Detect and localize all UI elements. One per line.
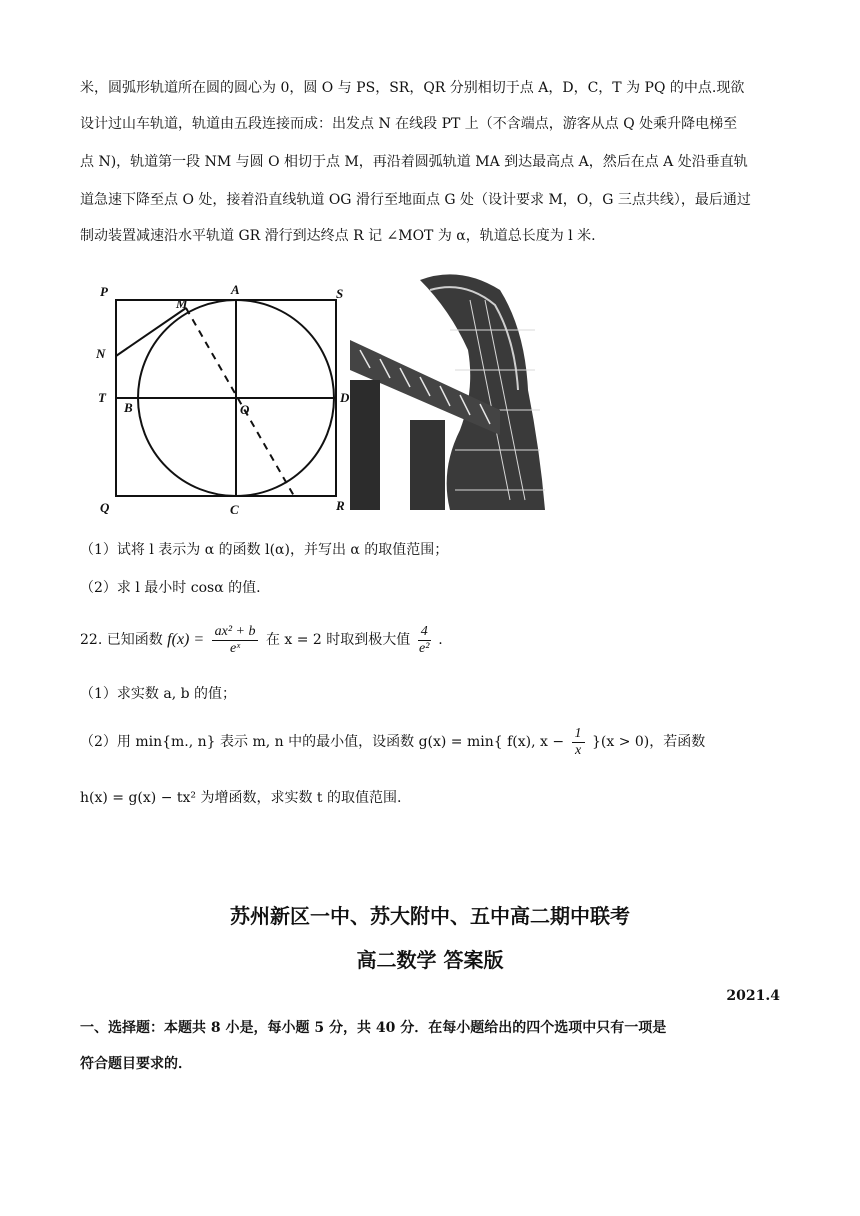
label-R: R xyxy=(336,498,345,513)
problem22-numerator: ax² + b xyxy=(212,624,259,641)
problem22-question3: h(x) = g(x) − tx² 为增函数，求实数 t 的取值范围. xyxy=(80,790,402,806)
problem22-q2-numerator: 1 xyxy=(572,726,585,743)
problem22-stem-end: . xyxy=(438,632,443,648)
problem22-q2-post: }(x > 0)，若函数 xyxy=(592,734,706,750)
problem22-q2-text: （2）用 min{m., n} 表示 m, n 中的最小值，设函数 g(x) = min{ f(x), x − xyxy=(80,734,565,750)
answer-subtitle: 高二数学 答案版 xyxy=(356,948,504,972)
section-heading-line2: 符合题目要求的． xyxy=(80,1056,192,1072)
problem22-fraction xyxy=(212,624,259,657)
label-N: N xyxy=(96,346,106,361)
problem22-fx: f(x) = xyxy=(167,631,205,648)
label-C: C xyxy=(230,502,239,516)
problem21-line1: 米，圆弧形轨道所在圆的圆心为 0，圆 O 与 PS，SR，QR 分别相切于点 A，D，C，T 为 PQ 的中点.现欲 xyxy=(80,80,745,96)
problem22-question2 xyxy=(80,724,782,764)
label-T: T xyxy=(98,390,106,405)
roller-coaster-photo xyxy=(350,270,550,515)
answer-title: 苏州新区一中、苏大附中、五中高二期中联考 xyxy=(230,904,630,928)
problem21-line2: 设计过山车轨道，轨道由五段连接而成：出发点 N 在线段 PT 上（不含端点，游客从点 Q 处乘升降电梯至 xyxy=(80,116,738,132)
label-D: D xyxy=(340,390,350,405)
problem22-max-numerator: 4 xyxy=(418,624,431,641)
section-heading-line1: 一、选择题：本题共 8 小是，每小题 5 分，共 40 分．在每小题给出的四个选项中只有一项是 xyxy=(80,1020,667,1036)
label-M: M xyxy=(176,296,188,311)
label-B: B xyxy=(124,400,133,415)
geometry-figure xyxy=(96,284,366,516)
problem22-max-fraction xyxy=(418,624,431,657)
problem21-question1: （1）试将 l 表示为 α 的函数 l(α)，并写出 α 的取值范围； xyxy=(80,542,449,558)
problem22-denominator: eˣ xyxy=(229,640,241,656)
problem21-line4: 道急速下降至点 O 处，接着沿直线轨道 OG 滑行至地面点 G 处（设计要求 M，O，G 三点共线），最后通过 xyxy=(80,192,751,208)
problem22-stem xyxy=(80,622,782,662)
problem22-q2-fraction xyxy=(572,726,585,759)
problem21-line3: 点 N)，轨道第一段 NM 与圆 O 相切于点 M，再沿着圆弧轨道 MA 到达最高点 A，然后在点 A 处沿垂直轨 xyxy=(80,154,748,170)
problem22-max-denominator: e² xyxy=(419,640,430,656)
problem22-q2-denominator: x xyxy=(574,742,582,758)
problem22-question1: （1）求实数 a, b 的值； xyxy=(80,686,237,702)
label-S: S xyxy=(336,286,344,301)
problem21-question2: （2）求 l 最小时 cosα 的值. xyxy=(80,580,261,596)
exam-date: 2021.4 xyxy=(726,988,780,1004)
problem22-stem-mid: 在 x = 2 时取到极大值 xyxy=(265,632,411,648)
label-A: A xyxy=(231,284,240,297)
problem22-number-label: 22. 已知函数 xyxy=(80,632,163,648)
problem21-line5: 制动装置减速沿水平轨道 GR 滑行到达终点 R 记 ∠MOT 为 α，轨道总长度为 l 米. xyxy=(80,228,596,244)
label-O: O xyxy=(240,402,250,417)
label-P: P xyxy=(100,284,108,299)
label-Q: Q xyxy=(100,500,110,515)
